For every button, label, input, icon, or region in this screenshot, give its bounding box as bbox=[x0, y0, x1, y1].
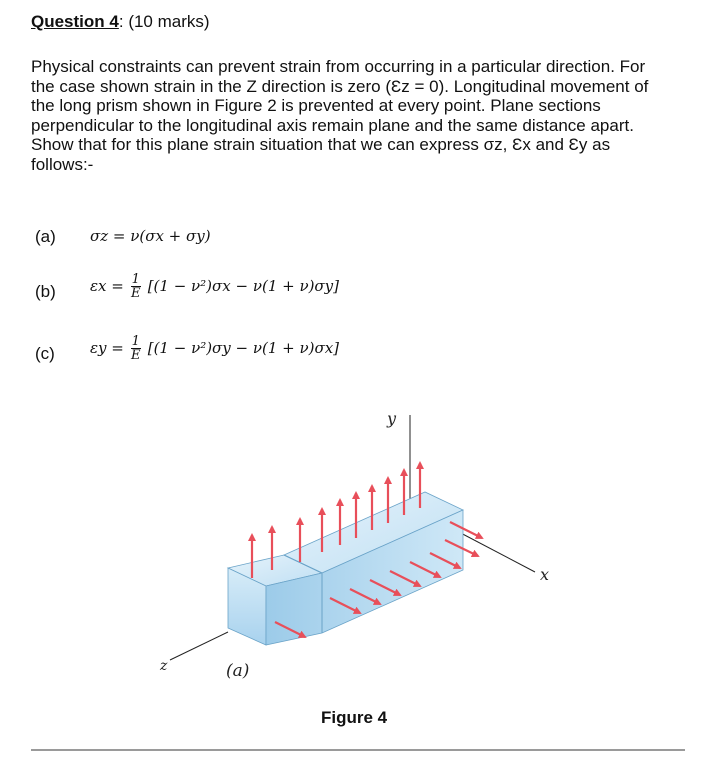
bottom-divider bbox=[31, 749, 685, 751]
paragraph-line: the long prism shown in Figure 2 is prevented at every point. Plane sections bbox=[31, 96, 601, 115]
question-label: Question 4 bbox=[31, 12, 119, 31]
equation-b-denominator: E bbox=[131, 286, 141, 301]
paragraph-line: the case shown strain in the Z direction is zero (Ɛz = 0). Longitudinal movement of bbox=[31, 76, 649, 96]
paragraph-line: Show that for this plane strain situation that we can express σz, Ɛx and Ɛy as bbox=[31, 135, 611, 154]
paragraph-line: perpendicular to the longitudinal axis remain plane and the same distance apart. bbox=[31, 115, 634, 135]
axis-label-z: z bbox=[160, 658, 168, 674]
figure-caption: Figure 4 bbox=[321, 708, 388, 727]
axis-label-y: y bbox=[387, 409, 397, 428]
figure-sublabel: (a) bbox=[226, 661, 250, 681]
question-marks: (10 marks) bbox=[123, 12, 210, 31]
item-label-a: (a) bbox=[35, 227, 56, 246]
item-label-c: (c) bbox=[35, 344, 55, 363]
equation-b-lhs: εx = bbox=[90, 277, 124, 295]
z-axis-line bbox=[170, 632, 228, 660]
equation-a: σz = ν(σx + σy) bbox=[90, 227, 211, 245]
axis-label-x: x bbox=[540, 565, 550, 584]
paragraph-line: Physical constraints can prevent strain from occurring in a particular direction. For bbox=[31, 57, 646, 76]
equation-c-lhs: εy = bbox=[90, 339, 124, 357]
question-separator: : bbox=[118, 12, 124, 31]
equation-c-rhs: [(1 − ν²)σy − ν(1 + ν)σx] bbox=[147, 339, 340, 357]
equation-c-denominator: E bbox=[131, 348, 141, 363]
paragraph-line: follows:- bbox=[31, 154, 94, 174]
equation-b-numerator: 1 bbox=[131, 272, 140, 287]
equation-b-rhs: [(1 − ν²)σx − ν(1 + ν)σy] bbox=[147, 277, 339, 295]
item-label-b: (b) bbox=[35, 282, 56, 301]
equation-c-numerator: 1 bbox=[131, 334, 140, 349]
